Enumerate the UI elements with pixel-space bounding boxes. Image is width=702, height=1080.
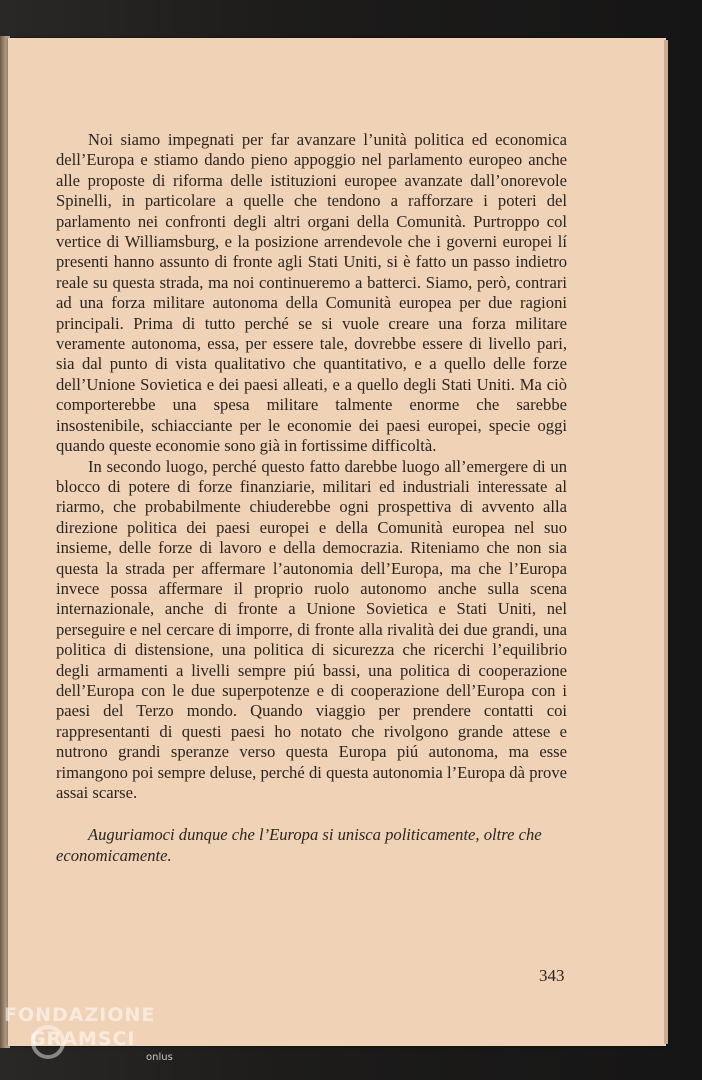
watermark-line2: GRAMSCI xyxy=(30,1028,136,1050)
watermark-line1: FONDAZIONE xyxy=(4,1004,156,1026)
paragraph-2: In secondo luogo, perché questo fatto darebbe luogo all’emergere di un blocco di potere di forze finanziarie, militari ed industriali interessate al riarmo, che probabilmente chiuderebbe ogni prospettiva di avvento alla direzione politica dei paesi europei e della Comunità europea nel suo insieme, delle forze di lavoro e della democrazia. Riteniamo che non sia questa la strada per affermare l’autonomia dell’Europa, ma che l’Europa invece possa affermare il proprio ruolo autonomo anche sulla scena internazionale, anche di fronte a Unione Sovietica e Stati Uniti, nel perseguire e nel cercare di imporre, di fronte alla rivalità dei due grandi, una politica di distensione, una politica di sicurezza che ricerchi l’equilibrio degli armamenti a livelli sempre piú bassi, una politica di cooperazione dell’Europa con le due superpotenze e di cooperazione dell’Europa con i paesi del Terzo mondo. Quando viaggio per prendere contatti coi rappresentanti di questi paesi ho notato che rivolgono grande attese e nutrono grandi speranze verso questa Europa piú autonoma, ma esse rimangono poi sempre deluse, perché di questa autonomia l’Europa dà prove assai scarse. xyxy=(56,456,567,802)
watermark-sub: onlus xyxy=(146,1052,173,1063)
page-number: 343 xyxy=(539,966,565,985)
paragraph-1: Noi siamo impegnati per far avanzare l’unità politica ed economica dell’Europa e stiamo dando pieno appoggio nel parlamento europeo anche alle proposte di riforma delle istituzioni europee avanzate dall’onorevole Spinelli, in particolare a quelle che tendono a rafforzare i poteri del parlamento nei confronti degli altri organi della Comunità. Purtroppo col vertice di Williamsburg, e la posizione arrendevole che i governi europei lí presenti hanno assunto di fronte agli Stati Uniti, si è fatto un passo indietro reale su questa strada, ma noi continueremo a batterci. Siamo, però, contrari ad una forza militare autonoma della Comunità europea per due ragioni principali. Prima di tutto perché se si vuole creare una forza militare veramente autonoma, essa, per essere tale, dovrebbe essere di livello pari, sia dal punto di vista qualitativo che quantitativo, e a quello delle forze dell’Unione Sovietica e dei paesi alleati, e a quello degli Stati Uniti. Ma ciò comporterebbe una spesa militare talmente enorme che sarebbe insostenibile, schiacciante per le economie dei paesi europei, specie oggi quando queste economie sono già in fortissime difficoltà. xyxy=(56,130,567,456)
page-edge xyxy=(664,40,668,1044)
fondazione-gramsci-watermark xyxy=(4,1000,204,1072)
closing-remark: Auguriamoci dunque che l’Europa si unisca politicamente, oltre che economicamente. xyxy=(56,825,542,865)
body-text xyxy=(56,130,567,866)
